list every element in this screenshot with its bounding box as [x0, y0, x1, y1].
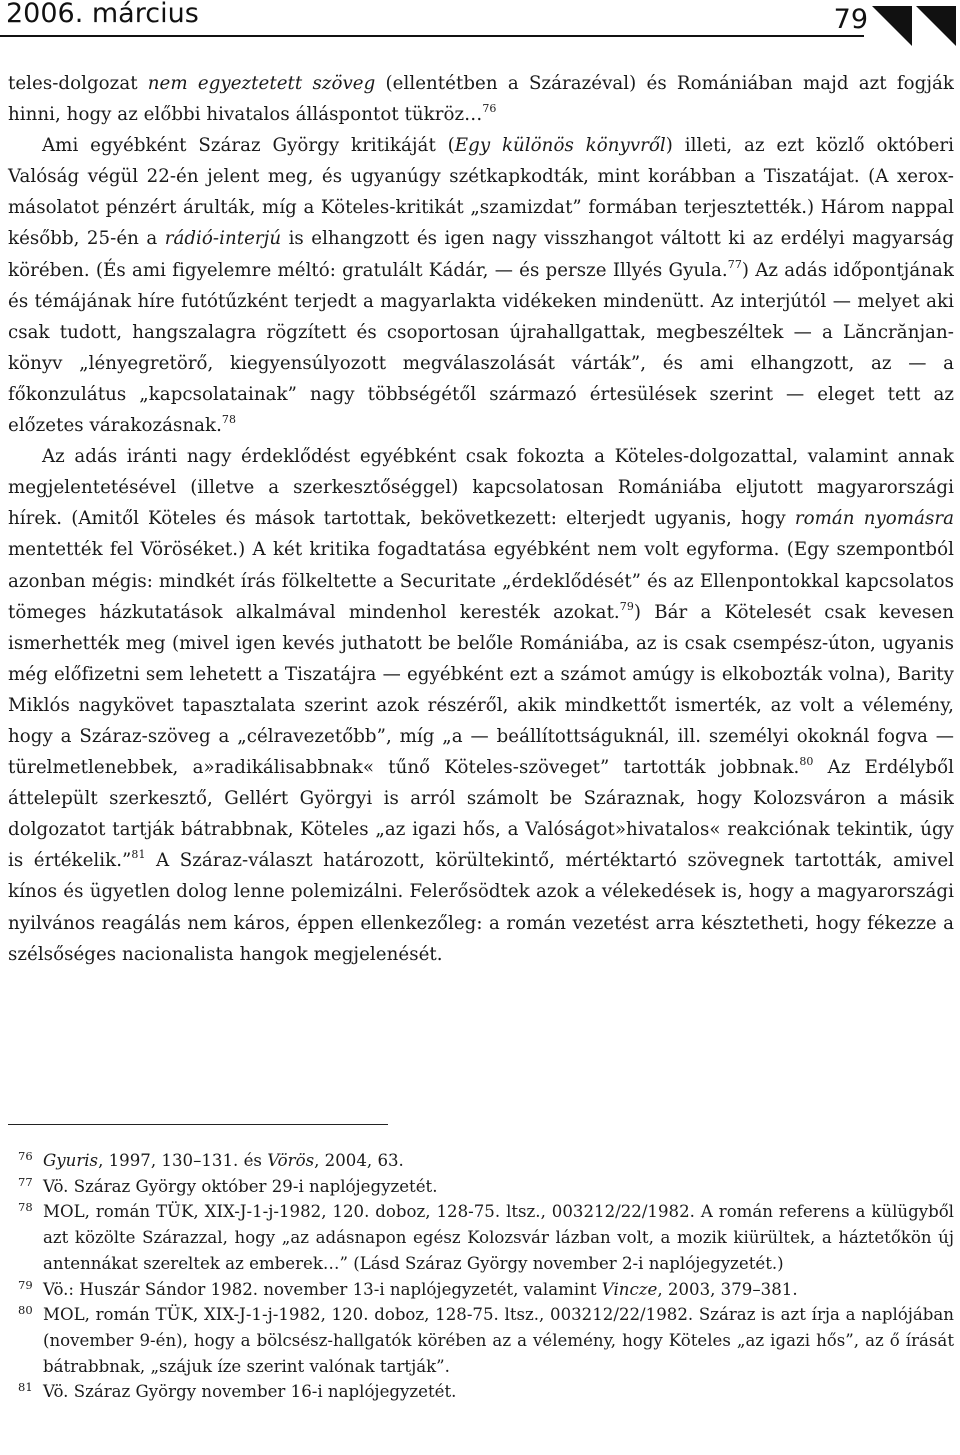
footnote-number: 76	[18, 1149, 33, 1163]
emphasis: Egy különös könyvről	[454, 135, 666, 157]
paragraph-1	[8, 68, 954, 130]
footnote-ref[interactable]: 78	[221, 413, 237, 427]
text-run: ) illeti, az ezt közlő októberi Valóság végül 22-én jelent meg, és ugyanúgy szétkapkodták, mint korábban a Tiszatájat. (A xerox-másolatot pénzért árulták, míg a Köteles-kritikát „szamizdat” formában terjesztették.) Három nappal később, 25-én a	[8, 135, 955, 250]
footnote-ref[interactable]: 81	[131, 848, 146, 862]
journal-logo-icon	[872, 6, 958, 46]
emphasis: román nyomásra	[794, 508, 954, 530]
footnote-ref[interactable]: 76	[482, 102, 497, 116]
text-run: ) Bár a Kötelesét csak kevesen ismerhették meg (mivel igen kevés juthatott be belőle Romániába, az is csak csempész-úton, ugyanis még előfizetni sem lehetett a Tiszatájra — egyébként ezt a számot amúgy is elkobozták volna), Barity Miklós nagykövet tapasztalata szerint azok részéről, akik mindkettőt ismerték, az volt a vélemény, hogy a Száraz-szöveg a „célravezetőbb”, míg „a — beállítottságuknál, ill. személyi okoknál fogva — türelmetlenebbek, a»radikálisabbnak« tűnő Köteles-szöveget” tartották jobbnak.	[8, 601, 954, 779]
paragraph-3	[8, 441, 954, 970]
footnote-number: 78	[18, 1200, 33, 1215]
text-run: Ami egyébként Száraz György kritikáját (	[42, 135, 455, 157]
text-run: (ellentétben a Szárazéval) és Romániában majd azt fogják hinni, hogy az előbbi hivatalos álláspontot tükröz…	[8, 73, 954, 126]
emphasis: Gyuris	[43, 1151, 99, 1170]
footnote-80	[8, 1302, 954, 1379]
text-run: Az Erdélyből áttelepült szerkesztő, Gellért Györgyi is arról számolt be Száraznak, hogy Kolozsváron a másik dolgozatot tartják bátrabbnak, Köteles „az igazi hős, a Valóságot»hivatalos« reakciónak tekintik, úgy is értékelik.”	[8, 757, 954, 872]
footnote-ref[interactable]: 79	[619, 599, 634, 613]
footnote-81	[8, 1379, 954, 1405]
text-run: is elhangzott és igen nagy visszhangot váltott ki az erdélyi magyarság körében. (És ami figyelemre méltó: gratulált Kádár, — és persze Illyés Gyula.	[8, 228, 954, 281]
text-run: Vö.: Huszár Sándor 1982. november 13-i naplójegyzetét, valamint	[43, 1279, 602, 1299]
footnote-ref[interactable]: 80	[799, 755, 814, 769]
footnote-text: MOL, román TÜK, XIX-J-1-j-1982, 120. doboz, 128-75. ltsz., 003212/22/1982. A román referens a külügyből azt közölte Szárazzal, hogy „az adásnapon egész Kolozsvár lázban volt, a mozik kiürültek, a háztetőkön új antennákat szereltek az emberek…” (Lásd Száraz György november 2-i naplójegyzetét.)	[43, 1202, 954, 1273]
text-run: , 2004, 63.	[314, 1151, 404, 1170]
emphasis: Vincze	[601, 1279, 658, 1299]
paragraph-2	[8, 130, 954, 441]
text-run: teles-dolgozat	[8, 73, 148, 94]
footnote-77	[8, 1174, 954, 1200]
footnote-79	[8, 1277, 954, 1303]
page-number: 79	[833, 4, 868, 35]
footnote-text: MOL, román TÜK, XIX-J-1-j-1982, 120. doboz, 128-75. ltsz., 003212/22/1982. Száraz is azt írja a naplójában (november 9-én), hogy a bölcsész-hallgatók körében az a vélemény, hogy Köteles „az igazi hős”, az ő írását bátrabbnak, „szájuk íze szerint valónak tartják”.	[43, 1305, 954, 1376]
text-run: Az adás iránti nagy érdeklődést egyébként csak fokozta a Köteles-dolgozattal, valamint annak megjelentetésével (illetve a szerkesztőséggel) kapcsolatosan Romániába eljutott magyarországi hírek. (Amitől Köteles és mások tartottak, bekövetkezett: elterjedt ugyanis, hogy	[8, 446, 954, 530]
main-text	[8, 68, 954, 970]
emphasis: nem egyeztetett szöveg	[147, 73, 376, 94]
text-run: A Száraz-választ határozott, körültekintő, mértéktartó szövegnek tartották, amivel kínos és ügyetlen dolog lenne polemizálni. Felerősödtek azok a vélekedések is, hogy a magyarországi nyilvános reagálás nem káros, éppen ellenkezőleg: a román vezetést arra késztetheti, hogy fékezze a szélsőséges nacionalista hangok megjelenését.	[8, 850, 954, 965]
footnote-number: 79	[18, 1277, 33, 1292]
text-run: ) Az adás időpontjának és témájának híre futótűzként terjedt a magyarlakta vidékeken mindenütt. Az interjútól — melyet aki csak tudott, hangszalagra rögzített és csoportosan újrahallgattak, megbeszéltek — a Lăncrănjan-könyv „lényegretörő, kiegyensúlyozott megválaszolását várták”, és ami elhangzott, az — a főkonzulátus „kapcsolatainak” nagy többségétől származó értesülések szerint — eleget tett az előzetes várakozásnak.	[8, 259, 954, 437]
text-run: , 1997, 130–131. és	[98, 1151, 268, 1170]
page-header	[0, 0, 960, 44]
header-rule	[0, 35, 864, 37]
footnote-text: Vö. Száraz György november 16-i naplójegyzetét.	[43, 1382, 457, 1402]
footnote-number: 77	[18, 1174, 33, 1189]
footnote-separator	[8, 1124, 388, 1125]
footnote-78	[8, 1199, 954, 1276]
emphasis: rádió-interjú	[164, 228, 282, 250]
footnotes	[8, 1148, 954, 1405]
text-run: , 2003, 379–381.	[657, 1279, 798, 1299]
issue-date: 2006. március	[6, 0, 199, 29]
footnote-text: Vö. Száraz György október 29-i naplójegyzetét.	[43, 1176, 438, 1196]
footnote-number: 80	[18, 1303, 33, 1318]
footnote-number: 81	[18, 1380, 33, 1395]
emphasis: Vörös	[267, 1151, 315, 1170]
footnote-76	[8, 1148, 954, 1174]
text-run: mentették fel Vöröséket.) A két kritika fogadtatása egyébként nem volt egyforma. (Egy szempontból azonban mégis: mindkét írás fölkeltette a Securitate „érdeklődését” és az Ellenpontokkal kapcsolatos tömeges házkutatások alkalmával mindenhol keresték azokat.	[8, 539, 954, 623]
footnote-ref[interactable]: 77	[727, 257, 742, 271]
